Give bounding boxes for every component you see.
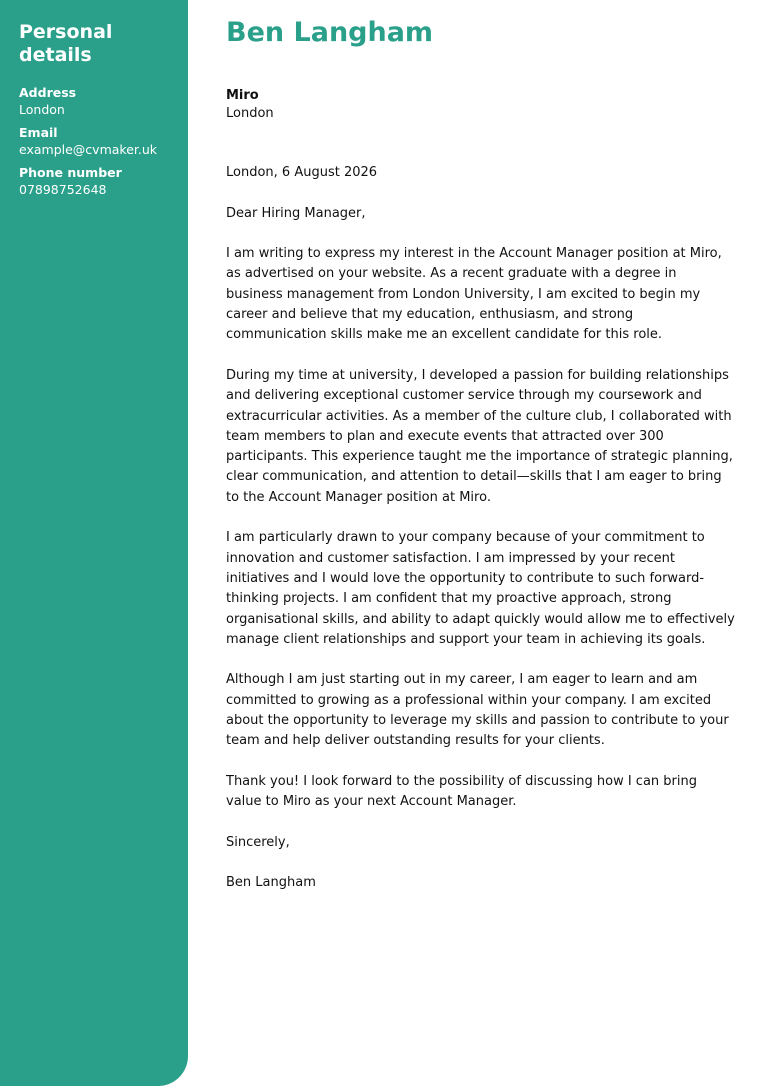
address-value: London	[19, 102, 65, 117]
phone-value[interactable]: 07898752648	[19, 182, 107, 197]
sender-name: Ben Langham	[226, 17, 434, 48]
recipient-company: Miro	[226, 88, 259, 103]
closing: Sincerely,	[226, 834, 290, 850]
recipient-city: London	[226, 106, 274, 121]
paragraph: Thank you! I look forward to the possibility of discussing how I can bring value to Miro as your next Account Manager.	[226, 773, 697, 810]
date-line: London, 6 August 2026	[226, 165, 378, 180]
phone-label: Phone number	[19, 165, 122, 180]
address-label: Address	[19, 85, 77, 100]
signature: Ben Langham	[226, 875, 316, 891]
cover-letter	[226, 16, 736, 914]
sidebar-title: Personal details	[19, 21, 113, 66]
email-label: Email	[19, 125, 58, 140]
paragraph: Although I am just starting out in my career, I am eager to learn and am committed to growing as a professional within your company. I am excited about the opportunity to leverage my skills and passion to contribute to your team and help deliver outstanding results for your clients.	[226, 672, 729, 749]
letter-body	[226, 163, 736, 894]
recipient-block	[226, 87, 736, 123]
salutation: Dear Hiring Manager,	[226, 205, 366, 221]
paragraph: During my time at university, I developed a passion for building relationships and delivering exceptional customer service through my coursework and extracurricular activities. As a member of the culture club, I collaborated with team members to plan and execute events that attracted over 300 participants. This experience taught me the importance of strategic planning, clear communication, and attention to detail—skills that I am eager to bring to the Account Manager position at Miro.	[226, 367, 733, 505]
email-value[interactable]: example@cvmaker.uk	[19, 142, 158, 157]
personal-details-sidebar	[0, 0, 188, 1086]
paragraph: I am particularly drawn to your company because of your commitment to innovation and customer satisfaction. I am impressed by your recent initiatives and I would love the opportunity to contribute to such forward-thinking projects. I am confident that my proactive approach, strong organisational skills, and ability to adapt quickly would allow me to effectively manage client relationships and support your team in achieving its goals.	[226, 530, 735, 647]
paragraph: I am writing to express my interest in the Account Manager position at Miro, as advertised on your website. As a recent graduate with a degree in business management from London University, I am excited to begin my career and believe that my education, enthusiasm, and strong communication skills make me an excellent candidate for this role.	[226, 246, 722, 343]
